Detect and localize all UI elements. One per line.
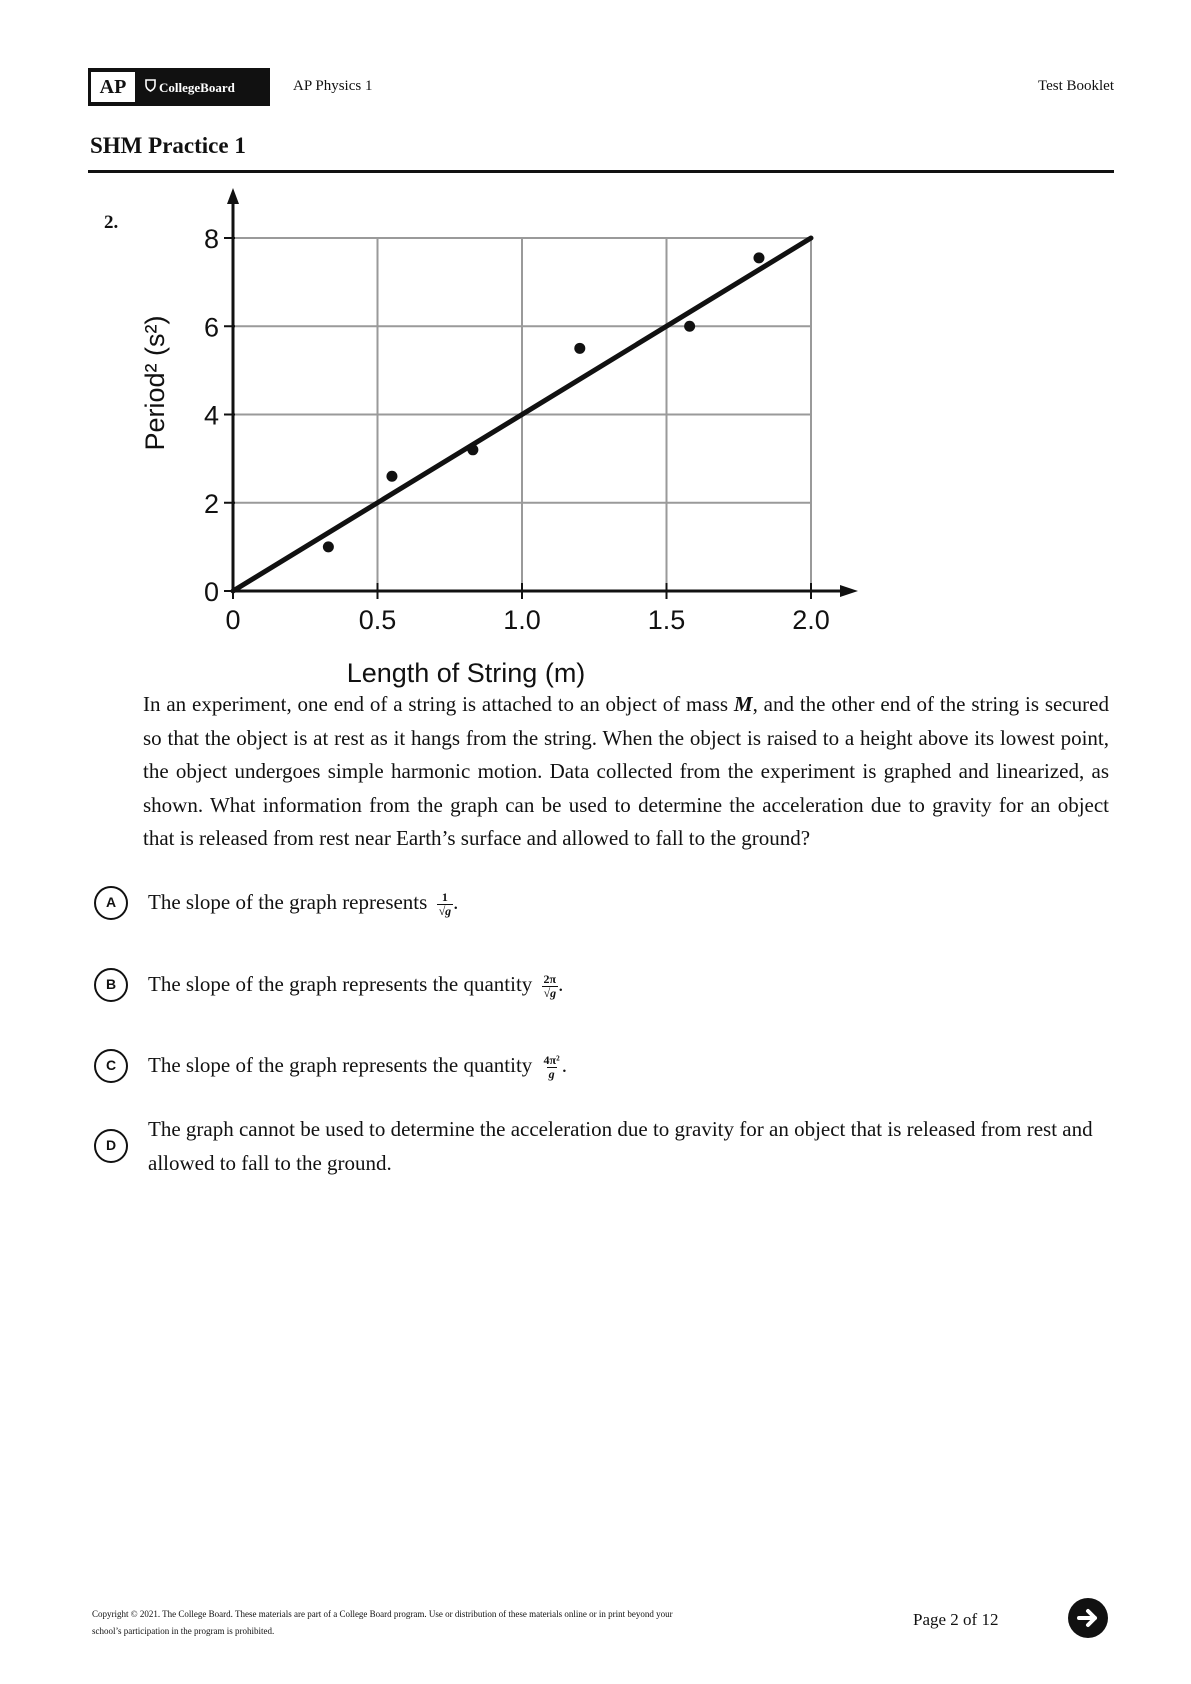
- option-a-fraction: $\frac{1}{√g}$: [438, 889, 452, 918]
- question-number: 2.: [104, 212, 119, 233]
- y-tick-label: 4: [203, 400, 219, 431]
- option-c-bubble[interactable]: C: [94, 1049, 128, 1083]
- x-tick-label: 0.5: [358, 605, 397, 635]
- y-tick-label: 6: [203, 312, 219, 343]
- ap-collegeboard-logo: [88, 68, 270, 106]
- y-axis-arrow: [227, 188, 239, 204]
- option-d-bubble[interactable]: D: [94, 1129, 128, 1163]
- y-tick-label: 0: [203, 577, 219, 607]
- x-tick-label: 1.5: [647, 605, 686, 635]
- stem-after: , and the other end of the string is secured so that the object is at rest as it hangs from the string. When the object is raised to a height above its lowest point, the object undergoes simple harmonic motion. Data collected from the experiment is graphed and linearized, as shown. What information from the graph can be used to determine the acceleration due to gravity for an object that is released from rest near Earth’s surface and allowed to fall to the ground?: [143, 692, 1109, 850]
- shield-icon: [145, 79, 156, 92]
- x-axis-label: Length of String (m): [346, 658, 586, 688]
- copyright-notice: Copyright © 2021. The College Board. These materials are part of a College Board program. Use or distribution of these materials online or in print beyond your school’s participation in the program is prohibited.: [92, 1609, 673, 1636]
- x-tick-label: 2.0: [792, 605, 830, 635]
- y-tick-label: 2: [203, 488, 219, 519]
- header-divider: [88, 170, 1114, 173]
- mass-symbol: M: [733, 692, 753, 716]
- option-a-text: The slope of the graph represents $\frac{1}{√g}$ .: [148, 889, 459, 918]
- booklet-label: Test Booklet: [1037, 78, 1114, 94]
- practice-title: SHM Practice 1: [90, 133, 246, 158]
- next-page-button[interactable]: [1068, 1598, 1108, 1638]
- option-a-bubble[interactable]: A: [94, 886, 128, 920]
- data-point: [574, 343, 585, 354]
- collegeboard-logo-text: CollegeBoard: [145, 79, 235, 96]
- period-squared-vs-length-chart: [140, 188, 880, 688]
- course-name: AP Physics 1: [293, 78, 373, 94]
- ap-logo-text: AP: [91, 72, 135, 102]
- x-axis-arrow: [840, 585, 858, 597]
- data-point: [753, 252, 764, 263]
- option-d-text: The graph cannot be used to determine the acceleration due to gravity for an object that is released from rest and allowed to fall to the ground.: [148, 1117, 1093, 1175]
- option-c-fraction: $\frac{\text{4π²}}{g}$: [543, 1052, 560, 1081]
- x-tick-label: 1.0: [503, 605, 541, 635]
- stem-before: In an experiment, one end of a string is attached to an object of mass: [143, 692, 734, 716]
- data-point: [684, 321, 695, 332]
- data-point: [467, 444, 478, 455]
- x-tick-label: 0: [225, 605, 241, 635]
- question-stem: [143, 688, 1109, 856]
- option-c-text: The slope of the graph represents the quantity $\frac{\text{4π²}}{g}$ .: [148, 1052, 567, 1081]
- data-point: [386, 471, 397, 482]
- y-tick-label: 8: [203, 224, 219, 254]
- arrow-right-icon: [1075, 1605, 1101, 1631]
- option-b-bubble[interactable]: B: [94, 968, 128, 1002]
- data-point: [323, 541, 334, 552]
- page-number: Page 2 of 12: [913, 1610, 999, 1629]
- y-axis-label: Period² (s²): [140, 315, 170, 451]
- option-b-text: The slope of the graph represents the quantity $\frac{2\pi}{√g}$ .: [148, 971, 564, 1000]
- page-header: [88, 68, 1114, 108]
- option-b-fraction: $\frac{2\pi}{√g}$: [543, 971, 557, 1000]
